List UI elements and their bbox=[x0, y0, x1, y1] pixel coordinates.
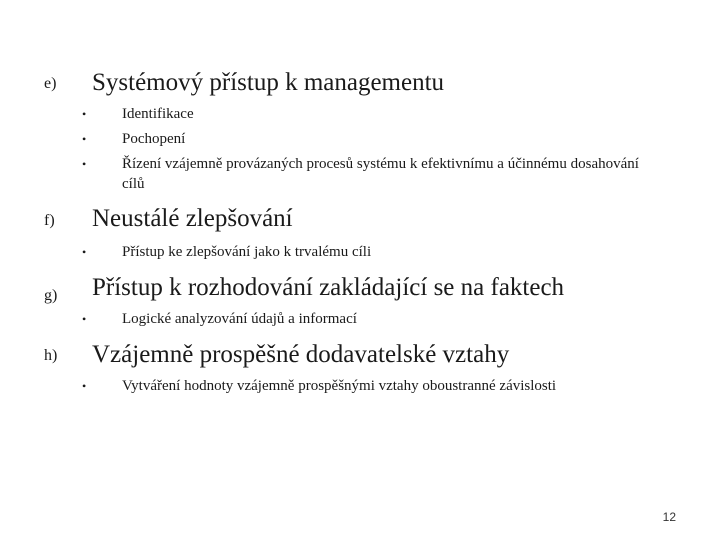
section-title-e: Systémový přístup k managementu bbox=[92, 69, 445, 96]
list-item: Vytváření hodnoty vzájemně prospěšnými vztahy oboustranné závislosti bbox=[122, 378, 557, 394]
list-item: Řízení vzájemně provázaných procesů systému k efektivnímu a účinnému dosahování cílů bbox=[122, 156, 639, 192]
list-item: Pochopení bbox=[122, 131, 186, 147]
section-title-g: Přístup k rozhodování zakládající se na faktech bbox=[92, 274, 565, 301]
bullet-icon: • bbox=[82, 107, 87, 121]
bullet-icon: • bbox=[82, 379, 87, 393]
section-title-h: Vzájemně prospěšné dodavatelské vztahy bbox=[92, 341, 510, 368]
bullet-icon: • bbox=[82, 245, 87, 259]
section-label-g: g) bbox=[44, 287, 58, 304]
bullet-icon: • bbox=[82, 312, 87, 326]
bullet-icon: • bbox=[82, 132, 87, 146]
list-item: Přístup ke zlepšování jako k trvalému cíli bbox=[122, 244, 372, 260]
section-label-f: f) bbox=[44, 212, 55, 229]
bullet-icon: • bbox=[82, 157, 87, 171]
page-number: 12 bbox=[662, 510, 676, 524]
list-item: Identifikace bbox=[122, 106, 194, 122]
section-title-f: Neustálé zlepšování bbox=[92, 205, 293, 232]
list-item: Logické analyzování údajů a informací bbox=[122, 311, 357, 327]
section-label-h: h) bbox=[44, 347, 58, 364]
section-label-e: e) bbox=[44, 75, 57, 92]
